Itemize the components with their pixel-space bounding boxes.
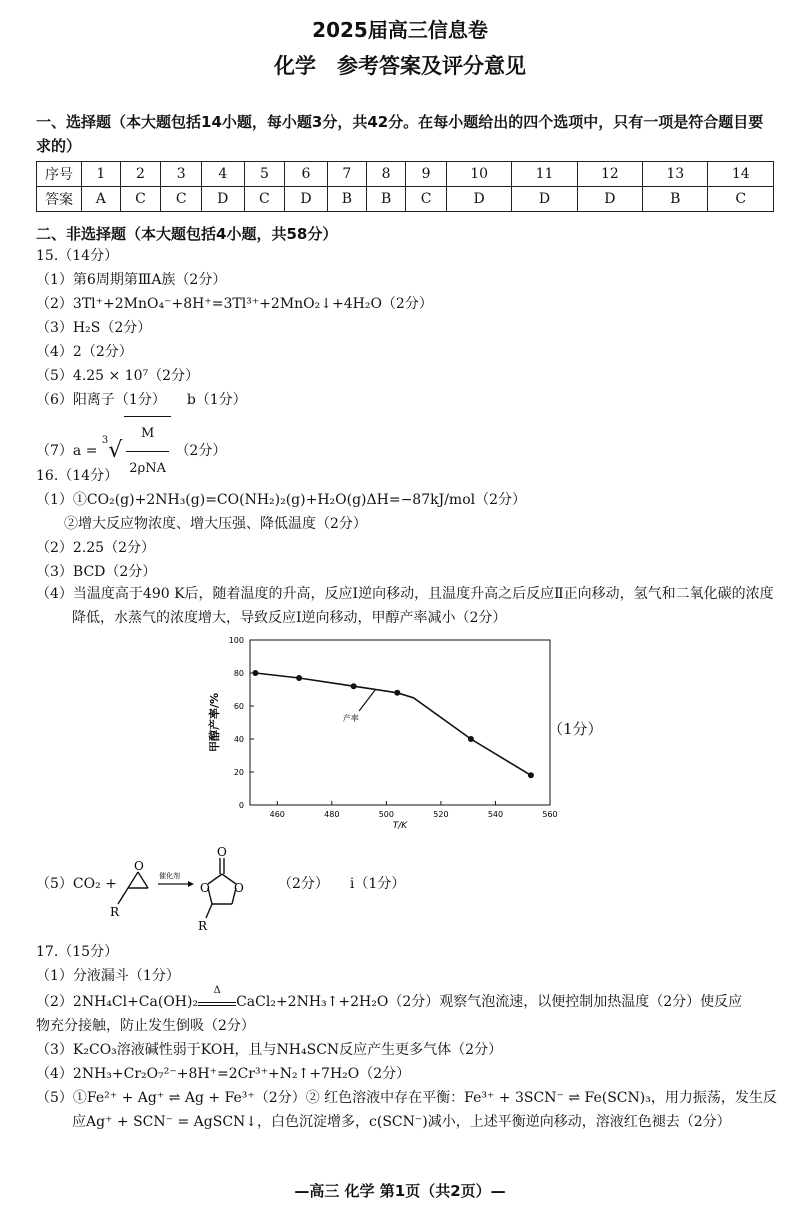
question-number-cell: 3 [161,162,202,187]
double-line [198,1002,236,1006]
x-tick-label: 480 [324,810,340,819]
question-number-cell: 5 [244,162,285,187]
data-point [252,670,258,676]
chart-ticks [229,636,558,819]
question-number-cell: 2 [120,162,161,187]
y-tick-label: 40 [233,735,244,744]
q15-head: 15.（14分） [36,248,119,264]
annotation-label: 产率 [342,713,359,723]
answer-table-number-row [37,162,774,187]
question-number-cell: 6 [285,162,328,187]
radical-sign: √ [108,438,123,463]
x-axis-label: T/K [392,821,408,831]
y-tick-label: 20 [233,768,244,777]
question-number-cell: 9 [406,162,447,187]
epoxide-r-group: R [110,905,120,919]
answer-cell: B [643,187,708,212]
reaction-arrowhead [188,881,194,887]
answer-cell: B [327,187,366,212]
row-label-answer: 答案 [37,187,82,212]
y-tick-label: 0 [238,801,244,810]
q17-line4: （4）2NH₃+Cr₂O₇²⁻+8H⁺=2Cr³⁺+N₂↑+7H₂O（2分） [36,1066,411,1082]
question-number-cell: 11 [512,162,577,187]
answer-cell: D [285,187,328,212]
y-tick-label: 100 [228,636,244,645]
answer-cell: D [446,187,511,212]
row-label-number: 序号 [37,162,82,187]
fraction-denominator: 2ρNA [129,461,166,476]
data-point [296,675,302,681]
q16-head: 16.（14分） [36,468,119,484]
exam-title: 2025届高三信息卷 [312,18,488,42]
question-number-cell: 4 [202,162,245,187]
cube-root-index: 3 [101,435,109,446]
q15-line7-lhs: （7）a = [36,443,98,459]
question-number-cell: 10 [446,162,511,187]
data-point [394,690,400,696]
question-number-cell: 8 [366,162,405,187]
answer-cell: C [244,187,285,212]
y-axis-label: 甲醇产率/% [208,692,221,753]
carbonate-r-group: R [198,919,208,933]
answer-cell: D [577,187,642,212]
data-point [351,683,357,689]
answer-table-answer-row [37,187,774,212]
question-number-cell: 13 [643,162,708,187]
answer-cell: C [161,187,202,212]
q15-line1: （1）第6周期第ⅢA族（2分） [36,272,227,288]
answer-cell: D [202,187,245,212]
answer-cell: A [82,187,121,212]
question-number-cell: 14 [708,162,774,187]
x-tick-label: 520 [433,810,449,819]
heat-equals-sign [198,985,236,1006]
q15-line2: （2）3Tl⁺+2MnO₄⁻+8H⁺=3Tl³⁺+2MnO₂↓+4H₂O（2分） [36,296,433,312]
delta-symbol: Δ [213,985,221,996]
q16-line3: （3）BCD（2分） [36,564,157,580]
y-tick-label: 60 [233,702,244,711]
q15-line7-score: （2分） [175,443,227,459]
q17-line3: （3）K₂CO₃溶液碱性弱于KOH，且与NH₄SCN反应产生更多气体（2分） [36,1042,503,1058]
y-tick-label: 80 [233,669,244,678]
q17-line2 [36,985,780,1012]
q16-line2: （2）2.25（2分） [36,540,155,556]
q17-line2-products: CaCl₂+2NH₃↑+2H₂O（2分）观察气泡流速，以便控制加热温度（2分）使反应 [236,994,743,1010]
question-number-cell: 12 [577,162,642,187]
answer-cell: B [366,187,405,212]
data-point [468,736,474,742]
carbonyl-oxygen: O [217,845,227,859]
answer-cell: C [406,187,447,212]
q16-line4: （4）当温度高于490 K后，随着温度的升高，反应Ⅰ逆向移动，且温度升高之后反应Ⅱ正向移动，氢气和二氧化碳的浓度降低，水蒸气的浓度增大，导致反应Ⅰ逆向移动，甲醇产率减小（2分） [36,586,774,626]
question-number-cell: 7 [327,162,366,187]
answer-cell: D [512,187,577,212]
x-tick-label: 500 [378,810,395,819]
q15-line5: （5）4.25 × 10⁷（2分） [36,368,200,384]
data-point [528,772,534,778]
q16-line5-lhs: （5）CO₂ + [36,876,117,892]
q16-line1: （1）①CO₂(g)+2NH₃(g)=CO(NH₂)₂(g)+H₂O(g)ΔH=−87kJ/mol（2分） [36,492,527,508]
x-tick-label: 540 [487,810,504,819]
epoxide-oxygen: O [134,859,144,873]
plot-frame [250,640,550,805]
chart-axes [250,640,550,805]
chart-score: （1分） [548,720,603,738]
q15-line3: （3）H₂S（2分） [36,320,152,336]
q17-line5: （5）①Fe²⁺ + Ag⁺ ⇌ Ag + Fe³⁺（2分）② 红色溶液中存在平衡：Fe³⁺ + 3SCN⁻ ⇌ Fe(SCN)₃，用力振荡，发生反应Ag⁺ + SCN⁻ = AgSCN↓，白色沉淀增多，c(SCN⁻)减小，上述平衡逆向移动，溶液红色褪去（2分） [36,1090,777,1130]
page-footer: —高三 化学 第1页（共2页）— [294,1182,506,1200]
catalyst-label: 催化剂 [159,872,180,880]
q15-line6: （6）阳离子（1分） b（1分） [36,392,247,408]
q16-line5-score: （2分） i（1分） [278,876,406,892]
x-tick-label: 560 [542,810,558,819]
answer-cell: C [120,187,161,212]
exam-subtitle: 化学 参考答案及评分意见 [274,54,526,78]
yield-curve [256,673,531,775]
q17-line1: （1）分液漏斗（1分） [36,968,180,984]
ring-oxygen-left: O [200,881,210,895]
q15-line4: （4）2（2分） [36,344,133,360]
yield-points [252,670,533,778]
answer-table [36,161,774,212]
epoxide-structure [118,872,148,904]
x-tick-label: 460 [269,810,285,819]
annotation-pointer [359,690,375,711]
methanol-yield-chart [200,630,560,840]
section1-heading: 一、选择题（本大题包括14小题，每小题3分，共42分。在每小题给出的四个选项中，只有一项是符合题目要求的） [36,113,764,155]
section2-heading: 二、非选择题（本大题包括4小题，共58分） [36,225,338,243]
ring-oxygen-right: O [234,881,244,895]
q17-head: 17.（15分） [36,944,119,960]
question-number-cell: 1 [82,162,121,187]
answer-cell: C [708,187,774,212]
cyclic-carbonate-structure [206,858,236,918]
q16-line1b: ②增大反应物浓度、增大压强、降低温度（2分） [36,516,367,532]
q17-line2c: 物充分接触，防止发生倒吸（2分） [36,1018,255,1034]
q17-line2-reactants: （2）2NH₄Cl+Ca(OH)₂ [36,994,199,1010]
fraction-numerator: M [126,417,169,452]
